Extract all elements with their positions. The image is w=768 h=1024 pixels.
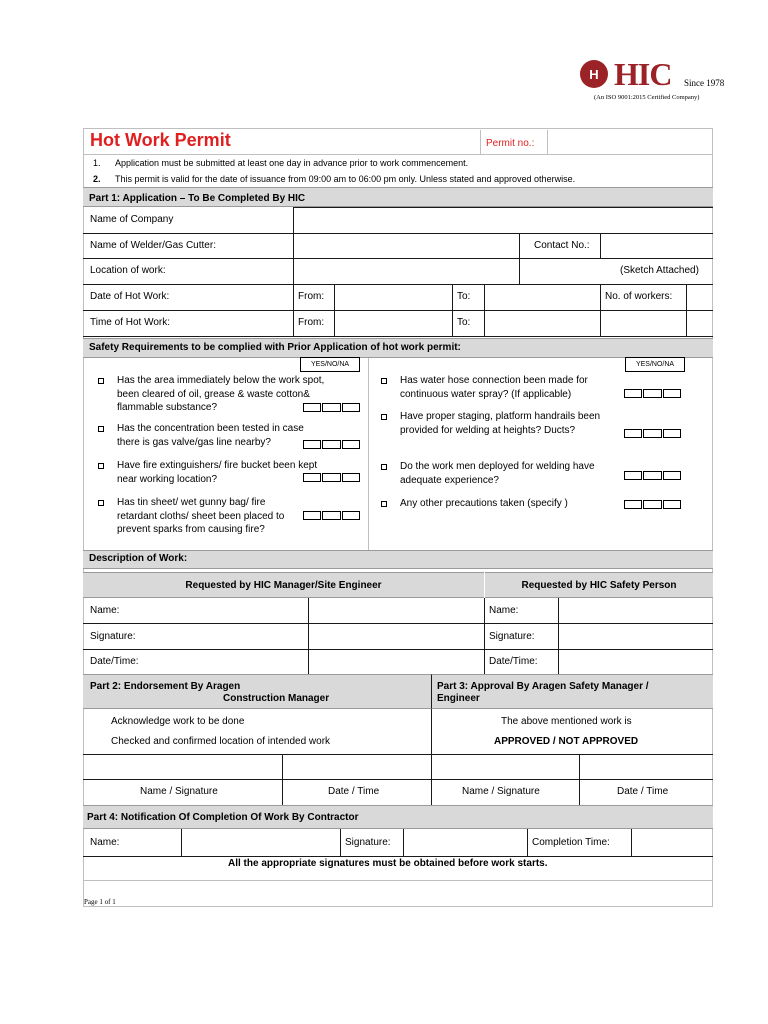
grid-line	[83, 856, 713, 857]
grid-line	[527, 829, 528, 856]
safety-question: Have proper staging, platform handrails been provided for welding at heights? Ducts?	[400, 411, 601, 436]
grid-line	[334, 284, 335, 336]
yes-no-na-boxes[interactable]	[624, 389, 682, 398]
grid-line	[83, 754, 713, 755]
yes-no-na-boxes[interactable]	[303, 440, 361, 449]
to-label: To:	[457, 317, 471, 328]
grid-line	[83, 336, 713, 337]
grid-line	[519, 233, 520, 284]
divider	[83, 906, 713, 907]
time-label: Time of Hot Work:	[90, 317, 171, 328]
approval-status: APPROVED / NOT APPROVED	[494, 736, 639, 747]
name-signature-label: Name / Signature	[140, 786, 218, 797]
date-label: Date of Hot Work:	[90, 291, 170, 302]
safety-person-heading: Requested by HIC Safety Person	[485, 572, 713, 598]
grid-line	[83, 649, 713, 650]
part2-heading	[83, 674, 431, 709]
note-number: 2.	[93, 174, 101, 184]
part1-heading: Part 1: Application – To Be Completed By HIC	[83, 187, 713, 207]
grid-line	[293, 207, 294, 336]
grid-line	[600, 233, 601, 258]
date-time-label: Date / Time	[328, 786, 380, 797]
welder-label: Name of Welder/Gas Cutter:	[90, 240, 216, 251]
grid-line	[600, 284, 601, 336]
datetime-label: Date/Time:	[90, 656, 139, 667]
safety-question: Has the area immediately below the work spot, been cleared of oil, grease & waste cotton& flammable substance?	[117, 375, 325, 413]
form-title: Hot Work Permit	[90, 130, 231, 150]
yes-no-na-boxes[interactable]	[303, 403, 361, 412]
name-label: Name:	[489, 605, 519, 616]
location-label: Location of work:	[90, 265, 166, 276]
name-label: Name:	[90, 605, 120, 616]
name-label: Name:	[90, 837, 120, 848]
safety-question: Has water hose connection been made for continuous water spray? (If applicable)	[400, 375, 588, 400]
grid-line	[484, 284, 485, 336]
date-time-label: Date / Time	[617, 786, 669, 797]
safety-question: Has tin sheet/ wet gunny bag/ fire retardant cloths/ sheet been placed to prevent sparks from causing fire?	[117, 497, 285, 535]
grid-line	[403, 829, 404, 856]
note-text: Application must be submitted at least one day in advance prior to work commencement.	[115, 158, 469, 168]
signature-label: Signature:	[489, 631, 535, 642]
checkbox-icon[interactable]	[381, 414, 387, 420]
part3-heading-line2: Engineer	[437, 693, 480, 704]
grid-line	[83, 233, 713, 234]
checkbox-icon[interactable]	[381, 501, 387, 507]
grid-line	[431, 709, 432, 805]
logo-iso-note: (An ISO 9001:2015 Certified Company)	[594, 94, 700, 101]
grid-line	[686, 284, 687, 336]
checkbox-icon[interactable]	[98, 463, 104, 469]
footer-note: All the appropriate signatures must be obtained before work starts.	[228, 858, 548, 869]
grid-line	[558, 598, 559, 674]
logo-since: Since 1978	[684, 78, 725, 88]
completion-time-label: Completion Time:	[532, 837, 610, 848]
part2-heading-line2: Construction Manager	[223, 693, 330, 704]
datetime-label: Date/Time:	[489, 656, 538, 667]
grid-line	[631, 829, 632, 856]
checkbox-icon[interactable]	[381, 378, 387, 384]
page-number: Page 1 of 1	[84, 898, 116, 906]
signature-label: Signature:	[345, 837, 391, 848]
permit-no-label: Permit no.:	[480, 130, 548, 154]
name-signature-label: Name / Signature	[462, 786, 540, 797]
note-text: This permit is valid for the date of issuance from 09:00 am to 06:00 pm only. Unless stated and approved otherwise.	[115, 174, 576, 184]
safety-heading: Safety Requirements to be complied with Prior Application of hot work permit:	[83, 338, 713, 358]
grid-line	[579, 754, 580, 805]
part2-heading-line1: Part 2: Endorsement By Aragen	[90, 681, 241, 692]
grid-line	[83, 779, 713, 780]
column-divider	[368, 358, 369, 551]
yes-no-na-boxes[interactable]	[624, 471, 682, 480]
workers-label: No. of workers:	[605, 291, 673, 302]
safety-question: Do the work men deployed for welding have adequate experience?	[400, 461, 595, 486]
part2-text: Checked and confirmed location of intended work	[111, 736, 331, 747]
yes-no-na-boxes[interactable]	[303, 473, 361, 482]
yn-header: YES/NO/NA	[625, 357, 685, 372]
grid-line	[83, 623, 713, 624]
safety-question: Any other precautions taken (specify )	[400, 498, 568, 509]
checkbox-icon[interactable]	[98, 426, 104, 432]
grid-line	[308, 598, 309, 674]
checkbox-icon[interactable]	[98, 500, 104, 506]
grid-line	[83, 258, 713, 259]
from-label: From:	[298, 291, 325, 302]
safety-question: Has the concentration been tested in case there is gas valve/gas line nearby?	[117, 423, 304, 448]
from-label: From:	[298, 317, 325, 328]
company-logo	[580, 58, 730, 104]
logo-emblem-icon: H	[580, 60, 608, 88]
safety-question: Have fire extinguishers/ fire bucket been kept near working location?	[117, 460, 318, 485]
part3-heading-line1: Part 3: Approval By Aragen Safety Manager /	[437, 681, 649, 692]
contact-label: Contact No.:	[534, 240, 590, 251]
checkbox-icon[interactable]	[381, 464, 387, 470]
part2-text: Acknowledge work to be done	[111, 716, 245, 727]
to-label: To:	[457, 291, 471, 302]
grid-line	[83, 284, 713, 285]
yn-header: YES/NO/NA	[300, 357, 360, 372]
grid-line	[181, 829, 182, 856]
divider	[83, 880, 713, 881]
logo-brand: HIC	[614, 56, 672, 92]
grid-line	[83, 310, 713, 311]
grid-line	[282, 754, 283, 805]
divider	[83, 154, 713, 155]
checkbox-icon[interactable]	[98, 378, 104, 384]
description-label: Description of Work:	[83, 550, 713, 569]
grid-line	[484, 598, 485, 674]
grid-line	[293, 207, 713, 208]
part3-text: The above mentioned work is	[501, 716, 632, 727]
yes-no-na-boxes[interactable]	[303, 511, 361, 520]
company-label: Name of Company	[90, 214, 174, 225]
part4-heading: Part 4: Notification Of Completion Of Work By Contractor	[83, 805, 713, 829]
manager-heading: Requested by HIC Manager/Site Engineer	[83, 572, 484, 598]
part3-heading	[431, 674, 713, 709]
sketch-label: (Sketch Attached)	[620, 265, 699, 276]
yes-no-na-boxes[interactable]	[624, 500, 682, 509]
signature-label: Signature:	[90, 631, 136, 642]
grid-line	[340, 829, 341, 856]
grid-line	[452, 284, 453, 336]
note-number: 1.	[93, 158, 101, 168]
yes-no-na-boxes[interactable]	[624, 429, 682, 438]
